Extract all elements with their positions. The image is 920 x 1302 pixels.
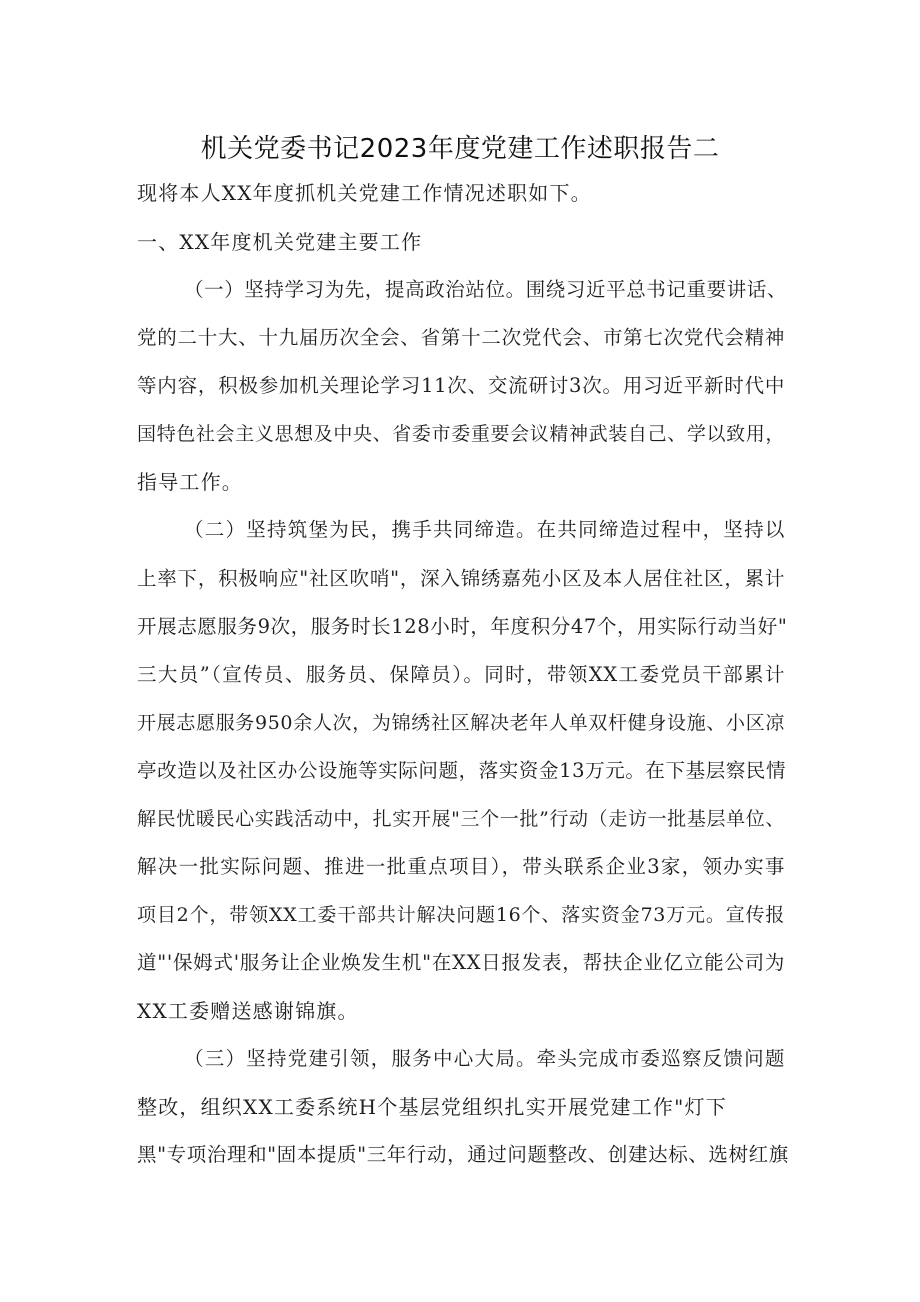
paragraph-line: 国特色社会主义思想及中央、省委市委重要会议精神武装自己、学以致用， — [137, 423, 785, 445]
paragraph-line: 现将本人XX年度抓机关党建工作情况述职如下。 — [137, 181, 592, 205]
paragraph-line: 指导工作。 — [137, 470, 243, 494]
paragraph-line: 党的二十大、十九届历次全会、省第十二次党代会、市第七次党代会精神 — [137, 326, 785, 349]
paragraph-line: 解决一批实际问题、推进一批重点项目），带头联系企业3家，领办实事 — [137, 855, 785, 878]
paragraph-line: 黑"专项治理和"固本提质"三年行动，通过问题整改、创建达标、选树红旗 — [137, 1143, 789, 1166]
paragraph-line: （一）坚持学习为先，提高政治站位。围绕习近平总书记重要讲话、 — [184, 278, 788, 301]
paragraph-line: 等内容，积极参加机关理论学习11次、交流研讨3次。用习近平新时代中 — [137, 374, 785, 397]
paragraph-line: 亭改造以及社区办公设施等实际问题，落实资金13万元。在下基层察民情 — [137, 759, 787, 782]
paragraph-line: 解民忧暖民心实践活动中，扎实开展"三个一批”行动（走访一批基层单位、 — [137, 808, 785, 830]
paragraph-line: 上率下，积极响应"社区吹哨"，深入锦绣嘉苑小区及本人居住社区，累计 — [137, 567, 785, 590]
paragraph-line: 项目2个，带领XX工委干部共计解决问题16个、落实资金73万元。宣传报 — [137, 904, 785, 926]
paragraph-line: 开展志愿服务9次，服务时长128小时，年度积分47个，用实际行动当好" — [137, 615, 788, 638]
paragraph-line: 道"'保姆式'服务让企业焕发生机"在XX日报发表，帮扶企业亿立能公司为 — [137, 951, 785, 974]
section-heading: 一、XX年度机关党建主要工作 — [137, 230, 423, 254]
paragraph-line: XX工委赠送感谢锦旗。 — [137, 999, 359, 1023]
paragraph-line: 三大员”（宣传员、服务员、保障员）。同时，带领XX工委党员干部累计 — [137, 663, 785, 686]
paragraph-line: 整改，组织XX工委系统H个基层党组织扎实开展党建工作"灯下 — [137, 1095, 727, 1119]
paragraph-line: （三）坚持党建引领，服务中心大局。牵头完成市委巡察反馈问题 — [184, 1047, 785, 1070]
paragraph-line: 开展志愿服务950余人次，为锦绣社区解决老年人单双杆健身设施、小区凉 — [137, 712, 785, 734]
document-title: 机关党委书记2023年度党建工作述职报告二 — [200, 134, 720, 164]
paragraph-line: （二）坚持筑堡为民，携手共同缔造。在共同缔造过程中，坚持以 — [184, 518, 785, 541]
